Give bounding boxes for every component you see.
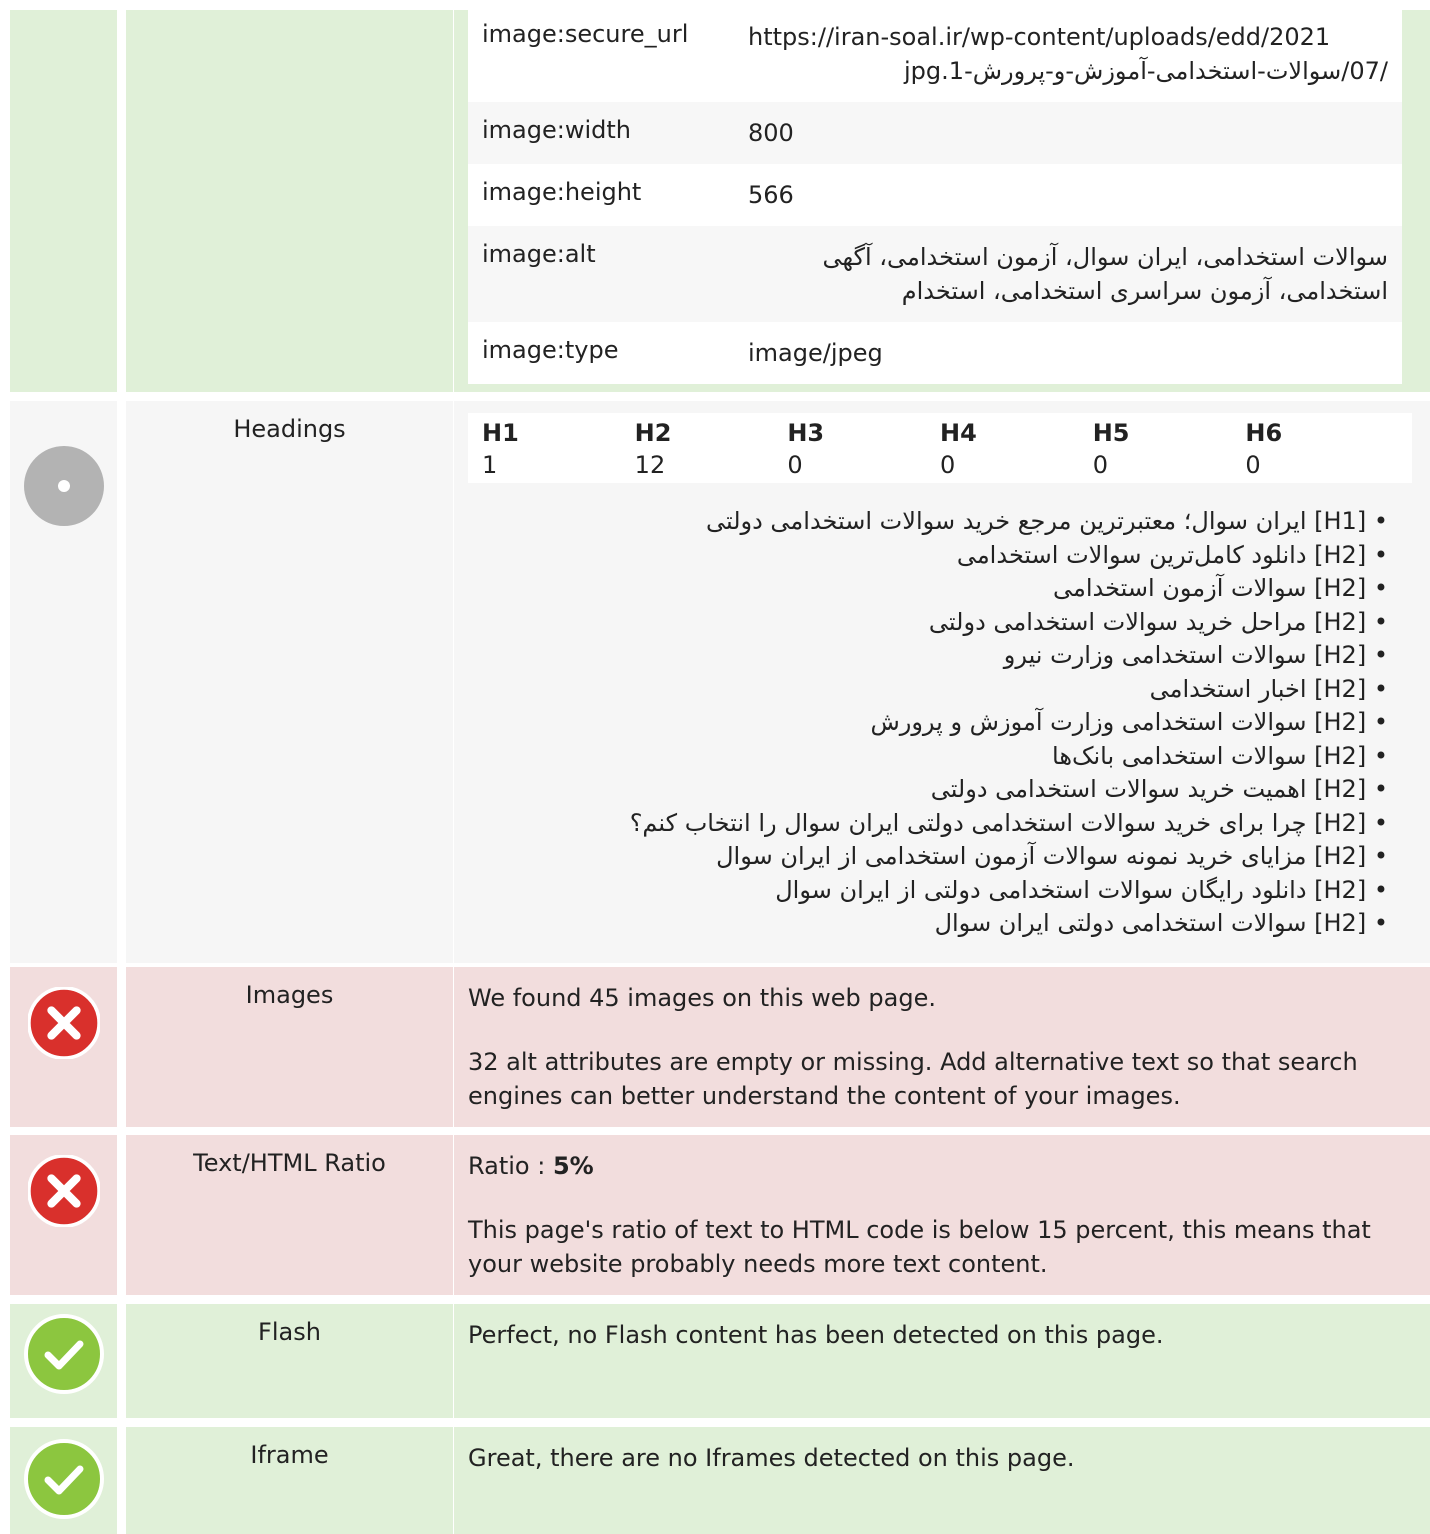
heading-list-item (468, 505, 1388, 539)
images-alt-text: 32 alt attributes are empty or missing. Add alternative text so that search engines can better understand the content of your images. (468, 1048, 1358, 1110)
og-meta-key: image:secure_url (482, 20, 689, 48)
heading-count-h2 (635, 417, 788, 481)
og-meta-key: image:height (482, 178, 642, 206)
ratio-explanation: This page's ratio of text to HTML code is below 15 percent, this means that your website probably needs more text content. (468, 1216, 1371, 1278)
bullet-icon: • (1366, 741, 1388, 770)
heading-tag: H2 (634, 419, 672, 447)
heading-list (468, 483, 1388, 941)
heading-list-item-text: [H2] دانلود رایگان سوالات استخدامی دولتی از ایران سوال (775, 875, 1367, 904)
heading-count-h3 (787, 417, 940, 481)
heading-list-item (468, 572, 1388, 606)
ratio-prefix: Ratio : (468, 1152, 553, 1180)
og-meta-value-line: استخدامی، آزمون سراسری استخدامی، استخدام (901, 277, 1388, 305)
heading-count: 0 (1092, 451, 1108, 479)
heading-tag: H5 (1092, 419, 1130, 447)
check-icon (24, 1439, 104, 1519)
iframe-text: Great, there are no Iframes detected on this page. (468, 1444, 1075, 1472)
images-count-text: We found 45 images on this web page. (468, 984, 936, 1012)
og-meta-key: image:width (482, 116, 631, 144)
flash-icon-cell (10, 1304, 117, 1418)
heading-list-item-text: [H2] سوالات استخدامی وزارت آموزش و پرورش (870, 708, 1367, 736)
heading-counts-table (468, 413, 1412, 483)
og-meta-value-line: /07/سوالات-استخدامی-آموزش-و-پرورش-1.jpg (904, 57, 1388, 85)
heading-count-h4 (940, 417, 1093, 481)
heading-count-h1 (482, 417, 635, 481)
og-meta-value (748, 20, 1388, 88)
bullet-icon: • (1366, 875, 1388, 904)
iframe-row (10, 1427, 1430, 1534)
heading-list-item-text: [H2] سوالات استخدامی دولتی ایران سوال (934, 909, 1367, 937)
heading-list-item (468, 673, 1388, 707)
heading-tag: H1 (482, 419, 519, 447)
heading-count: 12 (634, 451, 666, 479)
og-meta-table-row (468, 322, 1402, 384)
flash-text: Perfect, no Flash content has been detected on this page. (468, 1321, 1164, 1349)
error-x-icon (28, 987, 100, 1059)
og-meta-table-row (468, 164, 1402, 226)
images-icon-cell (10, 967, 117, 1127)
bullet-icon: • (1366, 674, 1388, 703)
iframe-body (454, 1427, 1430, 1534)
flash-body (454, 1304, 1430, 1418)
heading-count: 0 (787, 451, 803, 479)
og-meta-value-line: 566 (748, 181, 794, 209)
headings-icon-cell (10, 401, 117, 963)
og-meta-value-line: سوالات استخدامی، ایران سوال، آزمون استخدامی، آگهی (822, 243, 1388, 271)
heading-list-item-text: [H2] سوالات استخدامی بانک‌ها (1052, 741, 1367, 770)
og-meta-table-row (468, 226, 1402, 322)
og-meta-table-row (468, 102, 1402, 164)
bullet-icon: • (1366, 808, 1388, 837)
og-meta-value-line: image/jpeg (748, 339, 883, 367)
iframe-icon-cell (10, 1427, 117, 1534)
heading-list-item-text: [H2] دانلود کامل‌ترین سوالات استخدامی (956, 540, 1367, 569)
ratio-row (10, 1135, 1430, 1295)
heading-list-item (468, 807, 1388, 841)
ratio-label: Text/HTML Ratio (126, 1135, 453, 1295)
heading-count-h6 (1245, 417, 1398, 481)
headings-body (454, 401, 1430, 963)
heading-count: 0 (940, 451, 956, 479)
og-meta-key: image:type (482, 336, 619, 364)
og-meta-value-line: https://iran-soal.ir/wp-content/uploads/edd/2021 (748, 23, 1331, 51)
bullet-icon: • (1366, 775, 1388, 803)
heading-list-item-text: [H2] چرا برای خرید سوالات استخدامی دولتی ایران سوال را انتخاب کنم؟ (629, 808, 1367, 837)
heading-list-item-text: [H2] سوالات استخدامی وزارت نیرو (1003, 641, 1367, 669)
og-meta-value (748, 178, 1388, 212)
headings-label: Headings (126, 401, 453, 963)
headings-row (10, 401, 1430, 963)
og-meta-key: image:alt (482, 240, 596, 268)
heading-count: 1 (482, 451, 498, 479)
bullet-icon: • (1366, 909, 1388, 937)
ratio-value: 5% (552, 1152, 594, 1180)
bullet-icon: • (1366, 540, 1388, 569)
bullet-icon: • (1366, 607, 1388, 636)
flash-row (10, 1304, 1430, 1418)
heading-list-item (468, 840, 1388, 874)
heading-list-item (468, 874, 1388, 908)
og-meta-value (748, 116, 1388, 150)
og-meta-table (468, 10, 1402, 384)
images-body (454, 967, 1430, 1127)
heading-list-item (468, 706, 1388, 740)
check-icon (24, 1314, 104, 1394)
images-label: Images (126, 967, 453, 1127)
bullet-icon: • (1366, 574, 1388, 602)
bullet-icon: • (1366, 507, 1388, 535)
images-row (10, 967, 1430, 1127)
neutral-disc-icon (24, 446, 104, 526)
ratio-body (454, 1135, 1430, 1295)
og-meta-row (10, 10, 1430, 392)
og-meta-value-line: 800 (748, 119, 794, 147)
og-meta-value (748, 336, 1388, 370)
heading-list-item (468, 907, 1388, 941)
heading-list-item-text: [H1] ایران سوال؛ معتبرترین مرجع خرید سوالات استخدامی دولتی (705, 507, 1367, 535)
heading-list-item-text: [H2] مراحل خرید سوالات استخدامی دولتی (928, 607, 1367, 636)
bullet-icon: • (1366, 708, 1388, 736)
og-meta-label-cell (126, 10, 453, 392)
og-meta-table-row (468, 10, 1402, 102)
bullet-icon: • (1366, 641, 1388, 669)
iframe-label: Iframe (126, 1427, 453, 1534)
heading-list-item (468, 539, 1388, 573)
error-x-icon (28, 1155, 100, 1227)
og-meta-icon-cell (10, 10, 117, 392)
ratio-icon-cell (10, 1135, 117, 1295)
heading-count: 0 (1245, 451, 1261, 479)
heading-list-item-text: [H2] مزایای خرید نمونه سوالات آزمون استخدامی از ایران سوال (716, 842, 1367, 870)
heading-list-item (468, 773, 1388, 807)
heading-list-item (468, 740, 1388, 774)
og-meta-value (748, 240, 1388, 308)
heading-list-item (468, 606, 1388, 640)
flash-label: Flash (126, 1304, 453, 1418)
heading-count-h5 (1093, 417, 1246, 481)
heading-list-item (468, 639, 1388, 673)
heading-tag: H3 (787, 419, 825, 447)
bullet-icon: • (1366, 842, 1388, 870)
heading-tag: H4 (940, 419, 977, 447)
heading-list-item-text: [H2] سوالات آزمون استخدامی (1053, 574, 1367, 602)
heading-list-item-text: [H2] اخبار استخدامی (1149, 674, 1367, 703)
ratio-value-line (468, 1149, 1416, 1183)
heading-list-item-text: [H2] اهمیت خرید سوالات استخدامی دولتی (930, 775, 1367, 803)
heading-tag: H6 (1245, 419, 1283, 447)
